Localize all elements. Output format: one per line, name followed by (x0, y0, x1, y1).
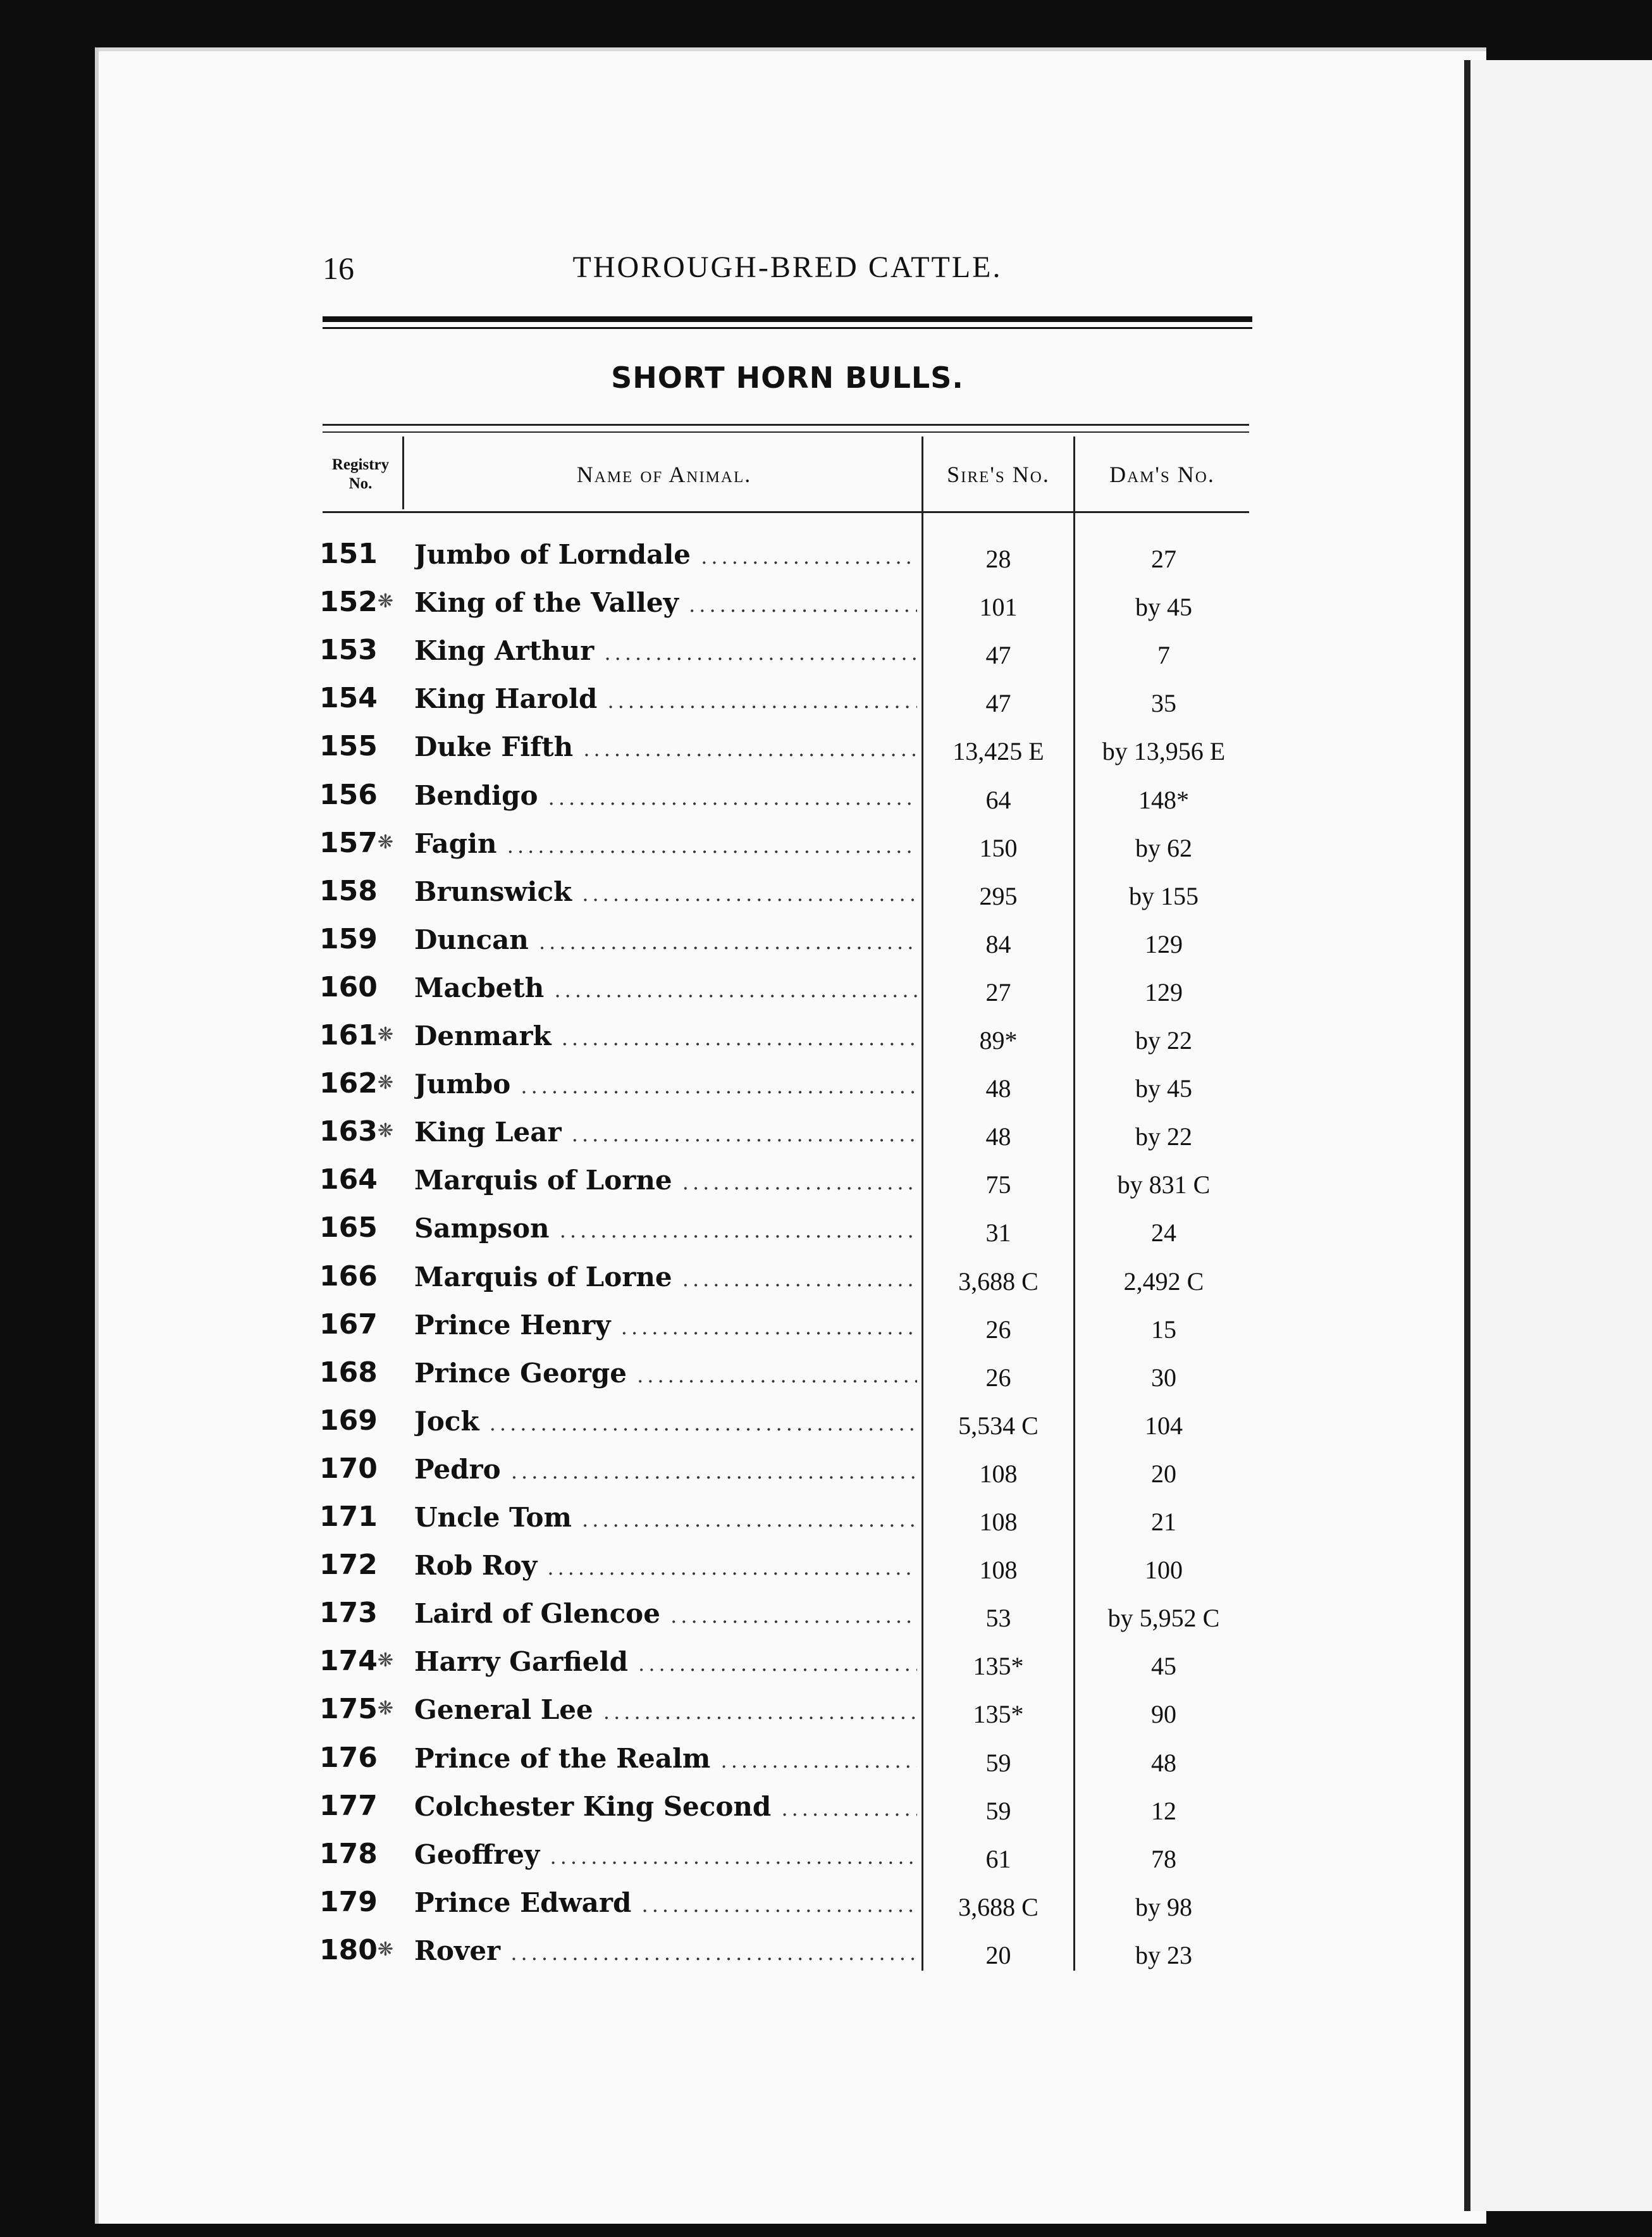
dam-number: 30 (1151, 1363, 1176, 1392)
registry-number-value: 178 (319, 1837, 378, 1870)
table-row (319, 1453, 1265, 1501)
sire-number: 108 (979, 1508, 1018, 1536)
sire-number: 295 (979, 881, 1018, 910)
table-row (319, 1645, 1265, 1693)
table-row (319, 827, 1265, 875)
sire-number: 20 (985, 1940, 1011, 1969)
registry-number (319, 1356, 403, 1389)
dam-number: 27 (1151, 545, 1176, 573)
table-row (319, 1115, 1265, 1163)
registry-number (319, 1742, 403, 1774)
sire-number: 26 (985, 1315, 1011, 1344)
dam-number: by 22 (1135, 1026, 1192, 1055)
table-row (319, 1934, 1265, 1982)
table-row (319, 1597, 1265, 1645)
registry-mark-icon: ❋ (377, 1120, 393, 1143)
registry-number-value: 164 (319, 1163, 378, 1196)
registry-number-value: 152 (319, 586, 378, 619)
animal-name: Geoffrey ..... (414, 1839, 917, 1870)
registry-number-value: 166 (319, 1260, 378, 1292)
registry-mark-icon: ❋ (377, 1938, 393, 1961)
registry-number-value: 180 (319, 1933, 378, 1966)
registry-number-value: 158 (319, 874, 378, 907)
animal-name: Duncan ..... (414, 924, 917, 955)
registry-number (319, 1019, 403, 1051)
animal-name: Rover ..... (414, 1935, 917, 1966)
registry-number-value: 156 (319, 778, 378, 811)
column-header-dam: Dam's No. (1109, 462, 1215, 487)
animal-name: Prince Henry ..... (414, 1310, 917, 1341)
registry-number (319, 634, 403, 666)
table-row (319, 1211, 1265, 1260)
column-header-name: Name of Animal. (576, 462, 752, 487)
registry-number-value: 159 (319, 922, 378, 955)
header-rule (323, 316, 1252, 322)
registry-number-value: 172 (319, 1549, 378, 1582)
dam-number: 24 (1151, 1218, 1176, 1248)
sire-number: 28 (985, 545, 1011, 573)
table-row (319, 634, 1265, 682)
table-row (319, 1067, 1265, 1115)
table-row (319, 538, 1265, 586)
registry-number-value: 179 (319, 1885, 378, 1918)
header-rule-thin (323, 327, 1252, 329)
animal-name: Denmark ..... (414, 1020, 917, 1051)
column-header-registry-line1: Registry (331, 456, 390, 473)
animal-name: Bendigo ..... (414, 780, 917, 811)
dam-number: 21 (1151, 1508, 1176, 1536)
sire-number: 31 (985, 1218, 1011, 1248)
animal-name: Fagin ..... (414, 828, 917, 859)
registry-mark-icon: ❋ (377, 831, 393, 853)
animal-name: Sampson ..... (414, 1213, 917, 1244)
table-row (319, 1790, 1265, 1838)
sire-number: 48 (985, 1074, 1011, 1103)
dam-number: by 13,956 E (1102, 737, 1226, 766)
sire-number: 135* (973, 1700, 1024, 1729)
animal-name: Prince George ..... (414, 1358, 917, 1389)
registry-number-value: 169 (319, 1404, 378, 1437)
table-row (319, 1742, 1265, 1790)
animal-name: Jumbo ..... (414, 1069, 917, 1100)
table-row (319, 730, 1265, 778)
table-row (319, 1260, 1265, 1308)
registry-number-value: 151 (319, 538, 378, 570)
sire-number: 64 (985, 785, 1011, 814)
registry-number (319, 1838, 403, 1870)
dam-number: 78 (1151, 1844, 1176, 1873)
table-row (319, 1693, 1265, 1741)
column-divider-registry (402, 437, 404, 509)
dam-number: 104 (1145, 1411, 1183, 1440)
table-row (319, 1019, 1265, 1067)
sire-number: 59 (985, 1796, 1011, 1825)
animal-name: Prince Edward ..... (414, 1887, 917, 1918)
registry-number (319, 1211, 403, 1244)
sire-number: 75 (985, 1170, 1011, 1199)
registry-number-value: 175 (319, 1693, 378, 1726)
column-header-registry (319, 443, 402, 506)
registry-number (319, 923, 403, 955)
dam-number: 35 (1151, 689, 1176, 718)
registry-number-value: 165 (319, 1211, 378, 1244)
dam-number: by 22 (1135, 1122, 1192, 1151)
registry-number (319, 1163, 403, 1196)
page-header (323, 250, 1252, 294)
table-row (319, 682, 1265, 730)
registry-number (319, 1934, 403, 1966)
registry-number (319, 1597, 403, 1629)
registry-number (319, 1067, 403, 1100)
animal-name: Jumbo of Lorndale ..... (414, 539, 917, 570)
registry-number-value: 174 (319, 1645, 378, 1678)
registry-number (319, 827, 403, 859)
sire-number: 101 (979, 593, 1018, 622)
registry-number-value: 157 (319, 826, 378, 859)
registry-number (319, 1404, 403, 1437)
registry-number (319, 1693, 403, 1725)
dam-number: 7 (1157, 641, 1170, 670)
registry-number (319, 730, 403, 762)
sire-number: 3,688 C (958, 1892, 1039, 1921)
animal-name: Laird of Glencoe ..... (414, 1598, 917, 1629)
column-header-sire: Sire's No. (947, 462, 1050, 487)
sire-number: 108 (979, 1556, 1018, 1585)
dam-number: 129 (1145, 977, 1183, 1007)
table-row (319, 923, 1265, 971)
table-row (319, 586, 1265, 634)
sire-number: 53 (985, 1604, 1011, 1633)
dam-number: 45 (1151, 1652, 1176, 1681)
registry-number-value: 153 (319, 634, 378, 667)
sire-number: 84 (985, 929, 1011, 958)
sire-number: 5,534 C (958, 1411, 1039, 1440)
registry-number (319, 971, 403, 1003)
sire-number: 3,688 C (958, 1267, 1039, 1296)
registry-mark-icon: ❋ (377, 1072, 393, 1094)
registry-number (319, 538, 403, 570)
dam-number: 15 (1151, 1315, 1176, 1344)
table-row (319, 1404, 1265, 1453)
table-row (319, 1308, 1265, 1356)
sire-number: 61 (985, 1844, 1011, 1873)
animal-name: Colchester King Second ..... (414, 1791, 917, 1822)
registry-mark-icon: ❋ (377, 1649, 393, 1672)
sire-number: 27 (985, 977, 1011, 1007)
table-row (319, 1838, 1265, 1886)
dam-number: 129 (1145, 929, 1183, 958)
registry-number-value: 163 (319, 1115, 378, 1148)
registry-number-value: 154 (319, 682, 378, 715)
page-number: 16 (323, 251, 354, 286)
animal-name: King of the Valley ..... (414, 587, 917, 618)
registry-number (319, 1308, 403, 1341)
dam-number: 2,492 C (1123, 1267, 1204, 1296)
dam-number: by 62 (1135, 833, 1192, 862)
dam-number: by 45 (1135, 1074, 1192, 1103)
dam-number: by 23 (1135, 1940, 1192, 1969)
animal-name: Jock ..... (414, 1406, 917, 1437)
dam-number: by 45 (1135, 593, 1192, 622)
animal-name: Prince of the Realm ..... (414, 1743, 917, 1774)
facing-page-edge (1464, 60, 1652, 2211)
section-title: SHORT HORN BULLS. (611, 361, 964, 395)
table-row (319, 1549, 1265, 1597)
registry-number (319, 1549, 403, 1581)
registry-number-value: 177 (319, 1789, 378, 1822)
animal-name: Rob Roy ..... (414, 1550, 917, 1581)
registry-number (319, 586, 403, 618)
registry-number (319, 1260, 403, 1292)
animal-name: Duke Fifth ..... (414, 731, 917, 762)
table-row (319, 1356, 1265, 1404)
table-row (319, 1501, 1265, 1549)
table-row (319, 971, 1265, 1019)
registry-number (319, 1886, 403, 1918)
registry-number (319, 682, 403, 714)
table-row (319, 1886, 1265, 1934)
animal-name: Brunswick ..... (414, 876, 917, 907)
sire-number: 47 (985, 689, 1011, 718)
sire-number: 89* (979, 1026, 1018, 1055)
table-top-rule-thin (323, 431, 1249, 433)
table-row (319, 875, 1265, 923)
sire-number: 150 (979, 833, 1018, 862)
registry-number-value: 176 (319, 1741, 378, 1774)
animal-name: King Arthur ..... (414, 635, 917, 666)
sire-number: 135* (973, 1652, 1024, 1681)
animal-name: Marquis of Lorne ..... (414, 1165, 917, 1196)
registry-number (319, 1645, 403, 1677)
registry-number (319, 1790, 403, 1822)
dam-number: by 831 C (1117, 1170, 1211, 1199)
running-title: THOROUGH-BRED CATTLE. (572, 251, 1002, 284)
sire-number: 48 (985, 1122, 1011, 1151)
registry-number (319, 779, 403, 811)
registry-number (319, 1115, 403, 1148)
dam-number: 20 (1151, 1459, 1176, 1488)
dam-number: by 5,952 C (1107, 1604, 1220, 1633)
animal-name: Macbeth ..... (414, 972, 917, 1003)
animal-name: King Harold ..... (414, 683, 917, 714)
dam-number: 90 (1151, 1700, 1176, 1729)
registry-mark-icon: ❋ (377, 1024, 393, 1046)
animal-name: Marquis of Lorne ..... (414, 1261, 917, 1292)
table-row (319, 779, 1265, 827)
dam-number: 48 (1151, 1748, 1176, 1777)
dam-number: 100 (1145, 1556, 1183, 1585)
animal-name: Pedro ..... (414, 1454, 917, 1485)
table-row (319, 1163, 1265, 1211)
sire-number: 108 (979, 1459, 1018, 1488)
registry-number-value: 162 (319, 1067, 378, 1100)
dam-number: 12 (1151, 1796, 1176, 1825)
table-top-rule (323, 424, 1249, 426)
registry-number (319, 1501, 403, 1533)
registry-number-value: 170 (319, 1452, 378, 1485)
animal-name: Uncle Tom ..... (414, 1502, 917, 1533)
table-header-rule (323, 511, 1249, 513)
animal-name: Harry Garfield ..... (414, 1646, 917, 1677)
animal-name: King Lear ..... (414, 1117, 917, 1148)
registry-number-value: 171 (319, 1501, 378, 1533)
animal-name: General Lee ..... (414, 1694, 917, 1725)
column-header-registry-line2: No. (348, 475, 373, 492)
dam-number: 148* (1138, 785, 1189, 814)
dam-number: by 98 (1135, 1892, 1192, 1921)
registry-number (319, 875, 403, 907)
registry-number-value: 168 (319, 1356, 378, 1389)
registry-number-value: 160 (319, 970, 378, 1003)
registry-number-value: 167 (319, 1308, 378, 1341)
dam-number: by 155 (1129, 881, 1199, 910)
registry-number-value: 161 (319, 1019, 378, 1051)
sire-number: 26 (985, 1363, 1011, 1392)
sire-number: 47 (985, 641, 1011, 670)
registry-mark-icon: ❋ (377, 1697, 393, 1720)
registry-number-value: 155 (319, 730, 378, 763)
sire-number: 59 (985, 1748, 1011, 1777)
registry-number (319, 1453, 403, 1485)
sire-number: 13,425 E (952, 737, 1044, 766)
registry-number-value: 173 (319, 1597, 378, 1630)
registry-mark-icon: ❋ (377, 590, 393, 613)
